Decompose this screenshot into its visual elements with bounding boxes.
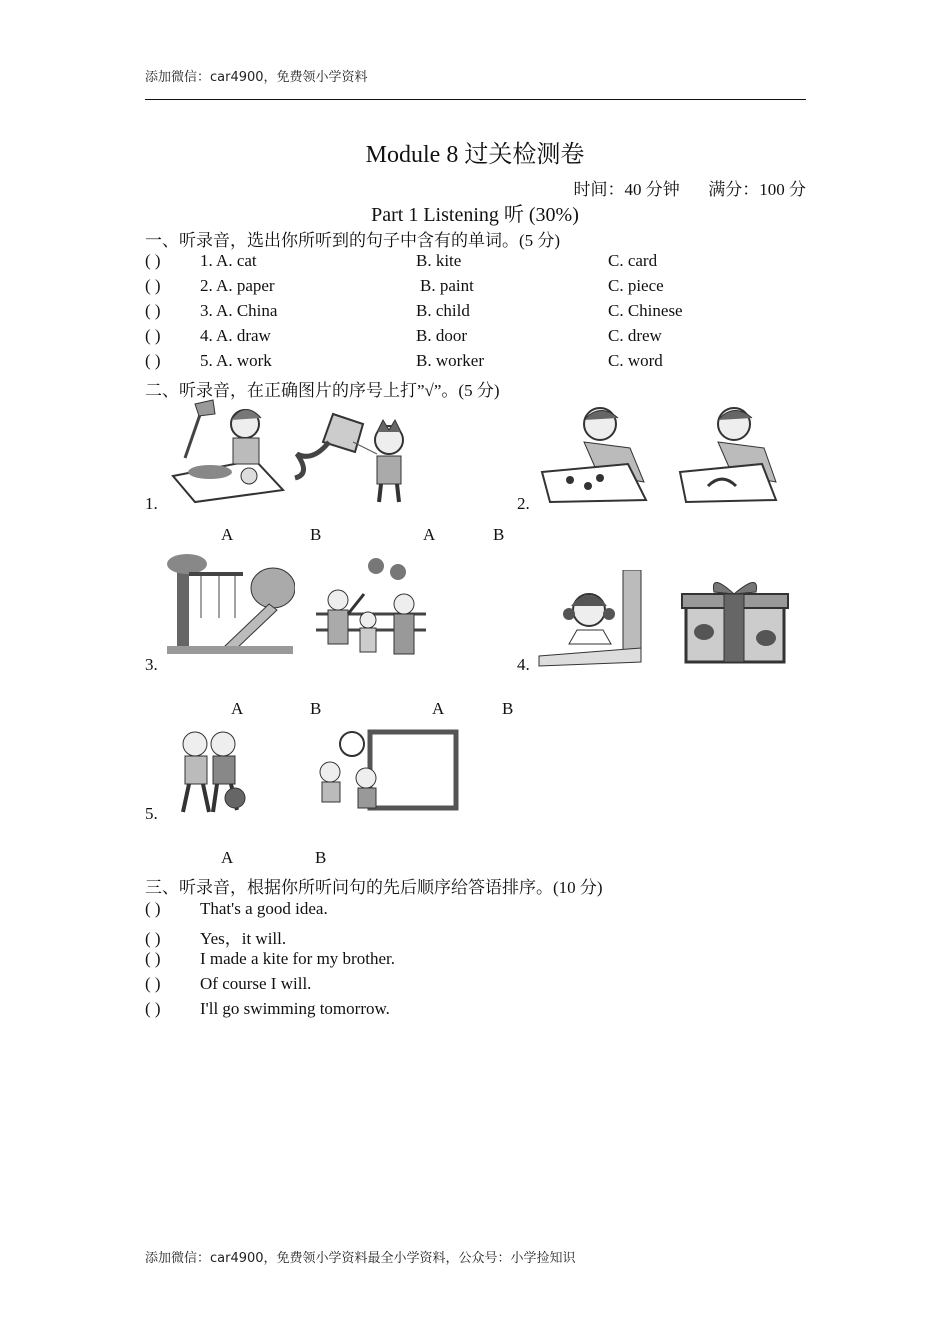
s1-item-1-c: C. card	[608, 251, 658, 270]
q2-image-a-boy-painting	[540, 402, 648, 504]
s1-item-5: ( ) 5. A. work	[145, 351, 272, 370]
s3-item-5: ( ) I'll go swimming tomorrow.	[145, 999, 390, 1018]
q4-image-a-girl-reading	[537, 570, 643, 668]
q4-number: 4.	[517, 655, 530, 674]
s1-item-2-c: C. piece	[608, 276, 664, 295]
s1-item-4: ( ) 4. A. draw	[145, 326, 271, 345]
q3-label-a: A	[231, 699, 244, 718]
s1-item-5-c: C. word	[608, 351, 663, 370]
q1-image-b-boy-kite	[293, 412, 425, 504]
full-score: 满分：100 分	[708, 180, 806, 199]
q4-image-b-gift-box	[680, 572, 790, 666]
s3-item-1: ( ) That's a good idea.	[145, 899, 328, 918]
q1-label-b: B	[310, 525, 322, 544]
q2-label-a: A	[423, 525, 436, 544]
q4-label-b: B	[502, 699, 514, 718]
part1-heading: Part 1 Listening 听 (30%)	[371, 204, 579, 226]
q1-image-a-girl-drawing	[165, 398, 285, 506]
s3-item-2: ( ) Yes，it will.	[145, 929, 287, 948]
header-rule	[145, 99, 806, 100]
s1-item-4-c: C. drew	[608, 326, 662, 345]
s1-item-1: ( ) 1. A. cat	[145, 251, 257, 270]
q5-image-b-football	[306, 722, 461, 820]
s1-item-2: ( ) 2. A. paper	[145, 276, 275, 295]
footer-note: 添加微信：car4900，免费领小学资料最全小学资料，公众号：小学捡知识	[145, 1251, 576, 1266]
q1-label-a: A	[221, 525, 234, 544]
q1-number: 1.	[145, 494, 158, 513]
page-title: Module 8 过关检测卷	[365, 142, 585, 168]
s1-item-3: ( ) 3. A. China	[145, 301, 278, 320]
s1-item-2-b: B. paint	[420, 276, 474, 295]
q3-image-b-zoo-monkeys	[316, 554, 426, 668]
s1-item-3-c: C. Chinese	[608, 301, 683, 320]
q5-number: 5.	[145, 804, 158, 823]
s1-item-1-b: B. kite	[416, 251, 462, 270]
q3-label-b: B	[310, 699, 322, 718]
s1-item-3-b: B. child	[416, 301, 470, 320]
header-note: 添加微信：car4900，免费领小学资料	[145, 70, 368, 85]
q3-image-a-playground	[165, 552, 295, 656]
s3-item-4: ( ) Of course I will.	[145, 974, 312, 993]
s1-item-5-b: B. worker	[416, 351, 484, 370]
s3-item-3: ( ) I made a kite for my brother.	[145, 949, 395, 968]
q2-number: 2.	[517, 494, 530, 513]
q2-label-b: B	[493, 525, 505, 544]
section3-instruction: 三、听录音，根据你所听问句的先后顺序给答语排序。(10 分)	[145, 878, 603, 897]
section1-instruction: 一、听录音，选出你所听到的句子中含有的单词。(5 分)	[145, 231, 561, 250]
section2-instruction: 二、听录音，在正确图片的序号上打”√”。(5 分)	[145, 381, 500, 400]
s1-item-4-b: B. door	[416, 326, 467, 345]
q3-number: 3.	[145, 655, 158, 674]
q5-label-a: A	[221, 848, 234, 867]
time-limit: 时间：40 分钟	[573, 180, 680, 199]
q5-image-a-basketball	[165, 722, 265, 820]
exam-meta	[574, 175, 807, 200]
q4-label-a: A	[432, 699, 445, 718]
q2-image-b-boy-drawing	[678, 402, 778, 504]
q5-label-b: B	[315, 848, 327, 867]
